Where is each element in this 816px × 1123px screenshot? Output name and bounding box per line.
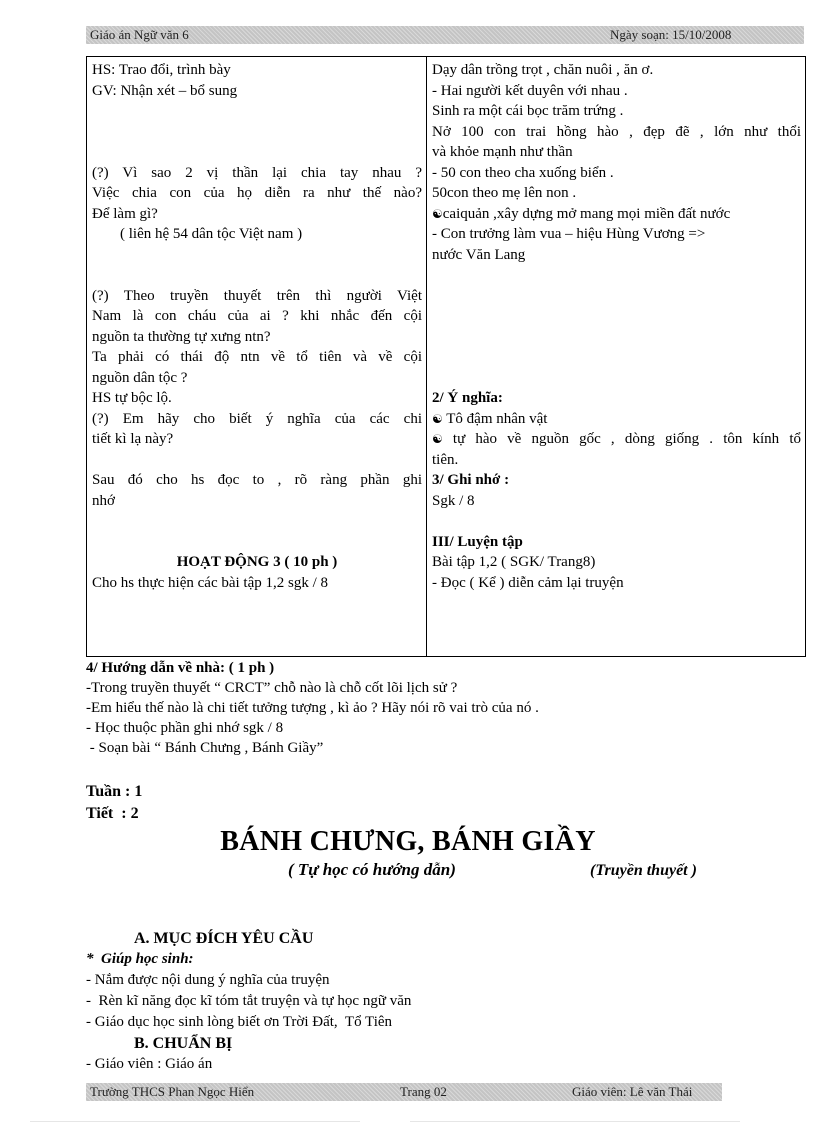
homework-item: -Trong truyền thuyết “ CRCT” chỗ nào là chỗ cốt lõi lịch sử ? [86, 680, 458, 696]
lesson-table [86, 56, 806, 657]
left-line: Sau đó cho hs đọc to , rõ ràng phần ghi [92, 472, 422, 488]
left-line: Nam là con cháu của ai ? khi nhắc đến cội [92, 308, 422, 324]
left-line: nguồn ta thường tự xưng ntn? [92, 328, 271, 345]
bottom-rule [410, 1121, 740, 1122]
content-column [427, 57, 806, 657]
right-line: Dạy dân trồng trọt , chăn nuôi , ăn ơ. [432, 62, 654, 78]
activity-heading: HOẠT ĐỘNG 3 ( 10 ph ) [176, 554, 338, 570]
right-line: - Con trưởng làm vua – hiệu Hùng Vương => [432, 226, 706, 242]
lesson-genre: (Truyền thuyết ) [590, 862, 697, 879]
right-line: và khỏe mạnh như thần [432, 144, 573, 160]
homework-section [86, 658, 539, 758]
teacher-activity-column [87, 57, 427, 657]
header-date: Ngày soạn: 15/10/2008 [610, 27, 732, 42]
page-header-bar [86, 26, 804, 44]
left-line: (?) Theo truyền thuyết trên thì người Việt [92, 287, 422, 304]
header-subject: Giáo án Ngữ văn 6 [90, 27, 189, 42]
week-label: Tuần : 1 [86, 783, 143, 800]
objective-item: - Rèn kĩ năng đọc kĩ tóm tắt truyện và tự học ngữ văn [86, 993, 412, 1009]
lesson-title: BÁNH CHƯNG, BÁNH GIẦY [220, 826, 596, 857]
bottom-rule [30, 1121, 360, 1122]
right-line: tiên. [432, 451, 459, 468]
right-line: ☯caiquản ,xây dựng mở mang mọi miền đất nước [432, 205, 731, 222]
section-heading: III/ Luyện tập [432, 533, 523, 550]
left-line: Cho hs thực hiện các bài tập 1,2 sgk / 8 [92, 574, 329, 591]
homework-heading: 4/ Hướng dẫn về nhà: ( 1 ph ) [86, 660, 275, 676]
section-a [86, 928, 411, 1075]
footer-school: Trường THCS Phan Ngọc Hiển [90, 1084, 255, 1099]
section-heading: 3/ Ghi nhớ : [432, 472, 510, 488]
footer-teacher: Giáo viên: Lê văn Thái [572, 1084, 693, 1099]
section-heading: 2/ Ý nghĩa: [432, 390, 503, 406]
left-line: GV: Nhận xét – bổ sung [92, 82, 238, 99]
page-footer-bar [86, 1083, 722, 1101]
right-line: Bài tập 1,2 ( SGK/ Trang8) [432, 554, 596, 570]
homework-item: -Em hiểu thế nào là chi tiết tưởng tượng , kì ảo ? Hãy nói rõ vai trò của nó . [86, 700, 539, 716]
left-line: ( liên hệ 54 dân tộc Việt nam ) [120, 226, 303, 242]
yin-yang-icon: ☯ [432, 411, 443, 426]
yin-yang-icon: ☯ [432, 432, 443, 446]
left-line: Để làm gì? [92, 205, 158, 222]
left-line: tiết kì lạ này? [92, 431, 174, 447]
right-line: - Đọc ( Kể ) diễn cảm lại truyện [432, 574, 624, 591]
right-line: - 50 con theo cha xuống biển . [432, 164, 614, 181]
right-line: Nở 100 con trai hồng hào , đẹp đẽ , lớn như thổi [432, 123, 801, 140]
right-line: Sgk / 8 [432, 492, 475, 509]
right-line: - Hai người kết duyên với nhau . [432, 82, 628, 99]
homework-item: - Soạn bài “ Bánh Chưng , Bánh Giầy” [86, 740, 324, 756]
footer-page: Trang 02 [400, 1084, 447, 1099]
yin-yang-icon: ☯ [432, 206, 443, 221]
right-line: nước Văn Lang [432, 246, 526, 263]
left-line: HS tự bộc lộ. [92, 390, 172, 406]
homework-item: - Học thuộc phần ghi nhớ sgk / 8 [86, 720, 284, 736]
lesson-meta [86, 781, 142, 825]
right-line: Sinh ra một cái bọc trăm trứng . [432, 103, 624, 119]
left-line: (?) Vì sao 2 vị thần lại chia tay nhau ? [92, 164, 422, 181]
right-line: 50con theo mẹ lên non . [432, 185, 577, 201]
left-line: HS: Trao đổi, trình bày [92, 62, 231, 78]
objective-item: - Giáo dục học sinh lòng biết ơn Trời Đất, Tổ Tiên [86, 1014, 393, 1030]
section-a-heading: A. MỤC ĐÍCH YÊU CẦU [134, 930, 314, 947]
preparation-item: - Giáo viên : Giáo án [86, 1056, 213, 1072]
left-line: (?) Em hãy cho biết ý nghĩa của các chi [92, 410, 422, 427]
section-a-lead: * Giúp học sinh: [86, 951, 194, 967]
right-line: ☯ tự hào về nguồn gốc , dòng giống . tôn kính tổ [432, 431, 801, 447]
left-line: nhớ [92, 492, 115, 509]
section-b-heading: B. CHUẨN BỊ [134, 1035, 233, 1052]
left-line: nguồn dân tộc ? [92, 369, 188, 386]
right-line: ☯ Tô đậm nhân vật [432, 410, 548, 427]
left-line: Ta phải có thái độ ntn về tổ tiên và về cội [92, 349, 422, 365]
lesson-subtitle: ( Tự học có hướng dẫn) [288, 860, 456, 879]
left-line: Việc chia con của họ diễn ra như thế nào? [92, 185, 422, 201]
objective-item: - Nắm được nội dung ý nghĩa của truyện [86, 972, 330, 988]
period-label: Tiết : 2 [86, 805, 139, 822]
